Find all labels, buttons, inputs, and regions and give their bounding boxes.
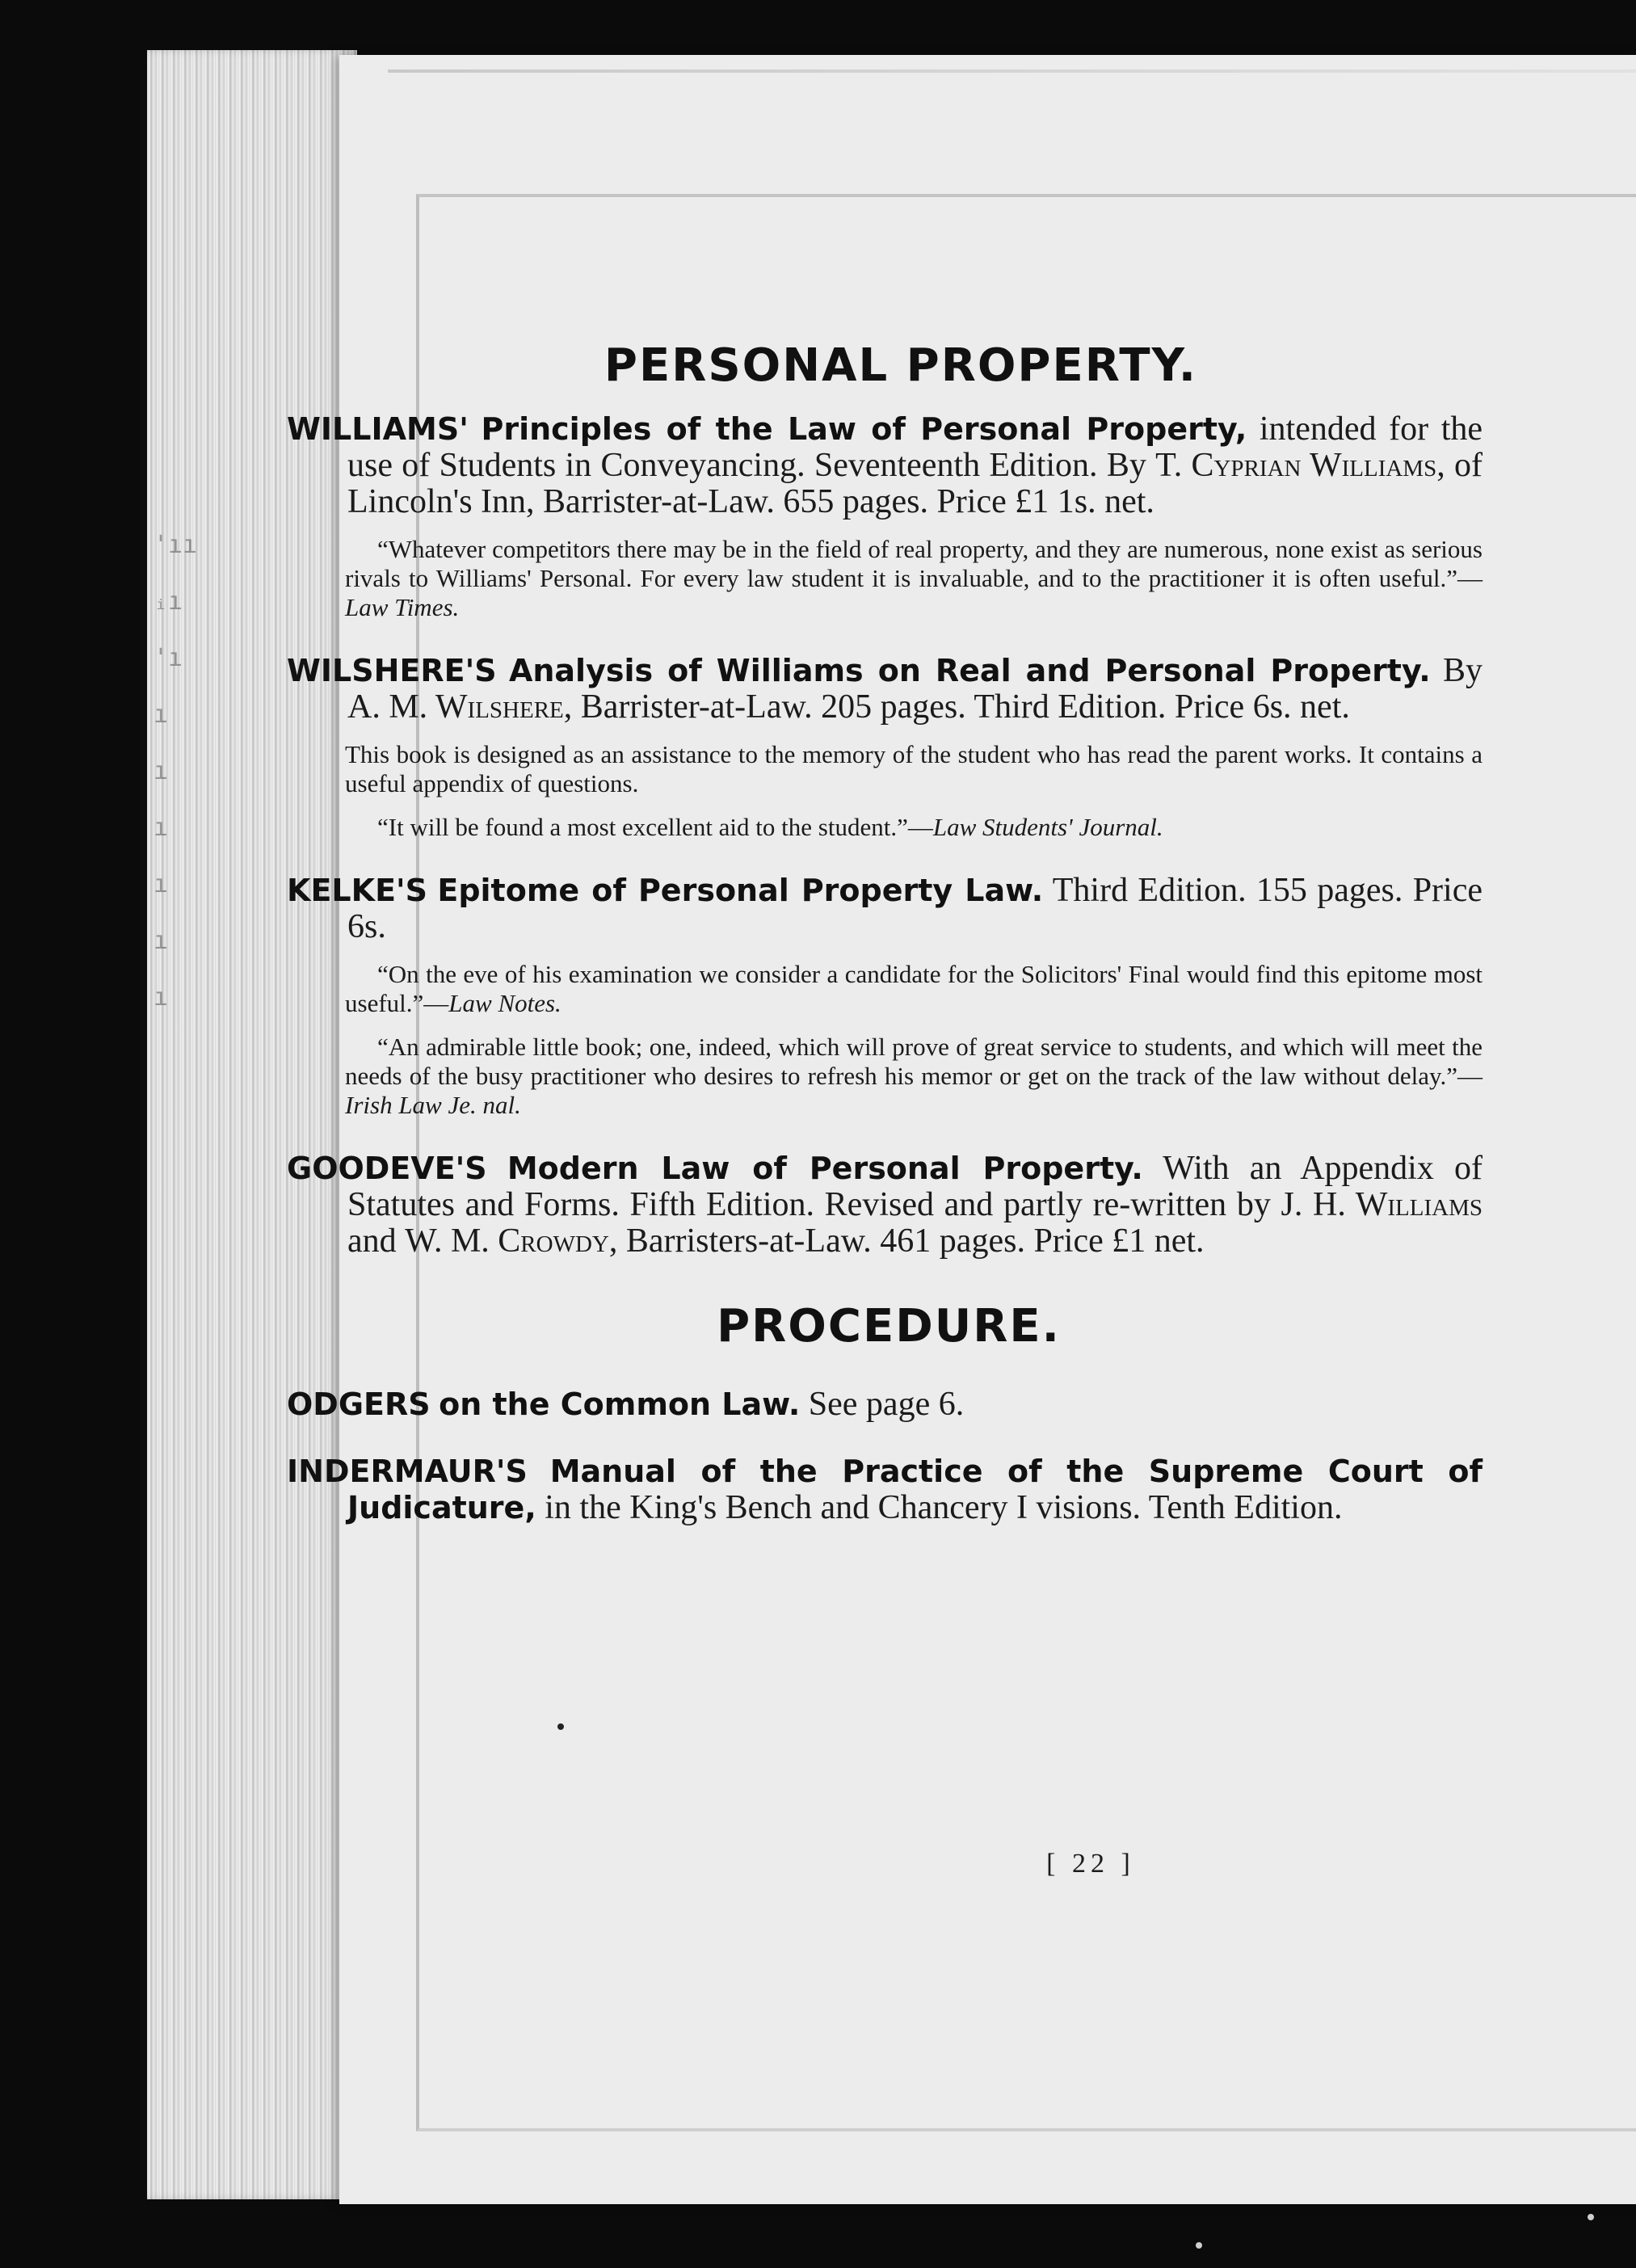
entry-title: Principles of the Law of Personal Property,	[481, 411, 1247, 447]
entry-description	[287, 1151, 1482, 1260]
entry-desc-a: With an Appendix of Statutes and Forms. Fifth Edition. Revised and partly re-written by	[347, 1150, 1482, 1223]
page-content	[287, 339, 1539, 1557]
review-quote	[345, 1033, 1482, 1120]
quote-text: “It will be found a most excellent aid to the student.”—	[377, 813, 933, 841]
entry-desc-mid: and	[347, 1222, 406, 1260]
entry-name: INDERMAUR'S	[287, 1454, 528, 1489]
scan-speck	[1196, 2242, 1202, 2249]
quote-text: “Whatever competitors there may be in the field of real property, and they are numerous, none exist as serious rivals to Williams' Personal. For every law student it is invaluable, and to the practitioner it is often useful.”—	[345, 535, 1482, 592]
entry-author: J. H. Williams	[1281, 1186, 1482, 1223]
scan-speck	[1588, 2214, 1594, 2220]
entry-description	[287, 873, 1482, 945]
entry-name: WILSHERE'S	[287, 653, 497, 688]
scan-speck	[557, 1723, 564, 1730]
entry-author-2: W. M. Crowdy	[405, 1222, 609, 1260]
entry-description	[287, 411, 1482, 520]
entry-wilshere	[287, 653, 1482, 842]
quote-text: “On the eve of his examination we consider a candidate for the Solicitors' Final would find this epitome most useful.”—	[345, 960, 1482, 1017]
quote-source: Irish Law Je. nal.	[345, 1091, 521, 1119]
quote-source: Law Students' Journal.	[932, 813, 1163, 841]
entry-name: ODGERS	[287, 1386, 431, 1422]
entry-desc-a: By	[1430, 652, 1483, 689]
entry-desc-b: , Barrister-at-Law. 205 pages. Third Edition. Price 6s. net.	[563, 688, 1350, 726]
entry-desc-b: , Barristers-at-Law. 461 pages. Price £1 net.	[608, 1222, 1205, 1260]
page-number: [ 22 ]	[1046, 1849, 1135, 1879]
entry-note: This book is designed as an assistance to the memory of the student who has read the parent works. It contains a useful appendix of questions.	[345, 740, 1482, 797]
entry-desc-a: See page 6.	[800, 1386, 965, 1423]
entry-author: A. M. Wilshere	[347, 688, 564, 726]
entry-desc-a: in the King's Bench and Chancery I visions. Tenth Edition.	[536, 1489, 1343, 1526]
entry-title: on the Common Law.	[439, 1386, 801, 1422]
entry-desc-b: , of Lincoln's Inn, Barrister-at-Law. 655 pages. Price £1 1s. net.	[347, 447, 1482, 520]
entry-kelke	[287, 873, 1482, 1120]
review-quote	[345, 535, 1482, 622]
entry-name: GOODEVE'S	[287, 1151, 487, 1186]
entry-description	[287, 653, 1482, 726]
quote-source: Law Times.	[345, 593, 460, 621]
quote-text: “An admirable little book; one, indeed, which will prove of great service to students, and which will meet the needs of the busy practitioner who desires to refresh his memor or get on the track of the law without delay.”—	[345, 1033, 1482, 1090]
entry-author: T. Cyprian Williams	[1155, 447, 1437, 484]
entry-description	[287, 1386, 1482, 1423]
entry-williams	[287, 411, 1482, 622]
entry-description	[287, 1454, 1482, 1526]
entry-odgers	[287, 1386, 1482, 1423]
entry-desc-a: intended for the use of Students in Conveyancing. Seventeenth Edition. By	[347, 410, 1483, 484]
entry-title: Manual of the Practice of the Supreme Court of Judicature,	[347, 1454, 1482, 1525]
entry-name: KELKE'S	[287, 873, 428, 908]
quote-source: Law Notes.	[448, 989, 561, 1017]
entry-title: Analysis of Williams on Real and Personal Property.	[508, 653, 1431, 688]
entry-title: Modern Law of Personal Property.	[507, 1151, 1143, 1186]
review-quote	[345, 813, 1482, 842]
entry-desc-a: Third Edition. 155 pages. Price 6s.	[347, 872, 1482, 945]
page-edge-markings: 'ıı ᵢı 'ı ı ı ı ı ı ı	[154, 531, 198, 1012]
page-top-edge	[388, 69, 1636, 73]
entry-title: Epitome of Personal Property Law.	[437, 873, 1044, 908]
review-quote	[345, 960, 1482, 1018]
entry-goodeve	[287, 1151, 1482, 1260]
entry-indermaur	[287, 1454, 1482, 1526]
section-heading-procedure: PROCEDURE.	[717, 1300, 1061, 1353]
entry-name: WILLIAMS'	[287, 411, 469, 447]
section-heading-personal-property: PERSONAL PROPERTY.	[604, 339, 1198, 392]
